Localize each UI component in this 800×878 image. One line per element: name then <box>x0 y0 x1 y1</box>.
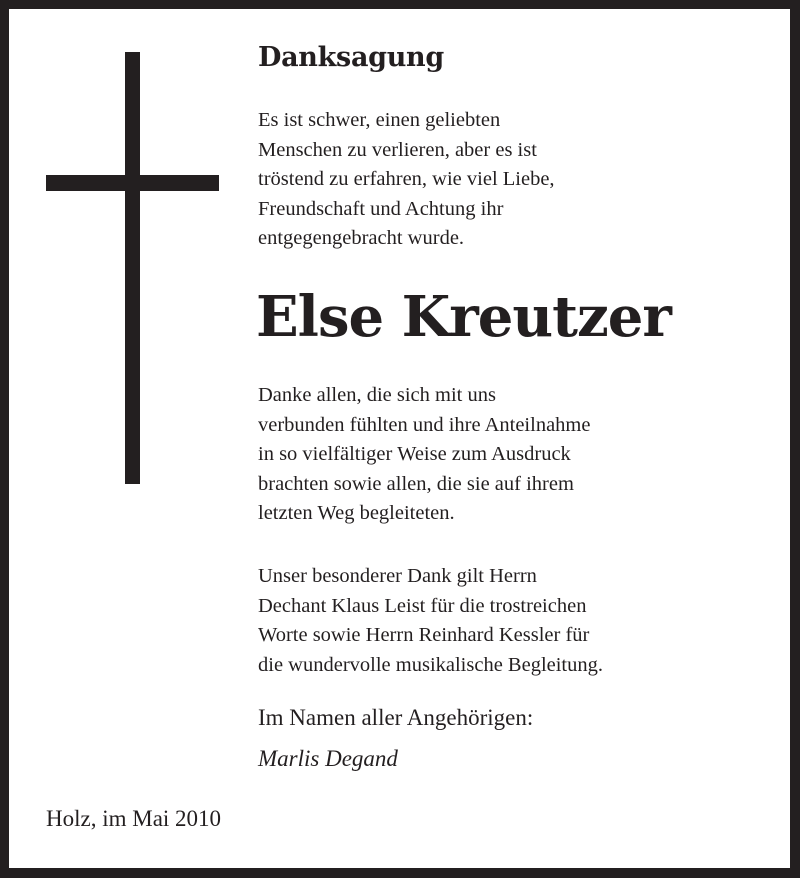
intro-line: tröstend zu erfahren, wie viel Liebe, <box>258 168 555 190</box>
on-behalf-line: Im Namen aller Angehörigen: <box>258 705 534 730</box>
special-thanks-line: die wundervolle musikalische Begleitung. <box>258 653 604 676</box>
thanks-line: brachten sowie allen, die sie auf ihrem <box>258 472 574 495</box>
intro-paragraph <box>258 106 555 254</box>
thanks-line: in so vielfältiger Weise zum Ausdruck <box>258 443 571 465</box>
intro-line: entgegengebracht wurde. <box>258 227 465 249</box>
thanks-line: letzten Weg begleiteten. <box>258 502 455 524</box>
thanks-line: Danke allen, die sich mit uns <box>258 384 496 406</box>
special-thanks-paragraph <box>258 562 603 680</box>
intro-line: Es ist schwer, einen geliebten <box>258 109 501 131</box>
notice-heading: Danksagung <box>258 42 444 73</box>
signature: Marlis Degand <box>258 746 398 771</box>
special-thanks-line: Worte sowie Herrn Reinhard Kessler für <box>258 624 590 646</box>
thanks-line: verbunden fühlten und ihre Anteilnahme <box>258 413 591 436</box>
thanks-paragraph <box>258 381 590 529</box>
intro-line: Menschen zu verlieren, aber es ist <box>258 138 537 161</box>
intro-line: Freundschaft und Achtung ihr <box>258 197 504 220</box>
deceased-name: Else Kreutzer <box>256 284 671 350</box>
place-date: Holz, im Mai 2010 <box>46 806 222 831</box>
special-thanks-line: Unser besonderer Dank gilt Herrn <box>258 565 537 587</box>
special-thanks-line: Dechant Klaus Leist für die trostreichen <box>258 594 587 617</box>
cross-vertical-bar <box>125 52 140 484</box>
cross-horizontal-bar <box>46 175 219 191</box>
